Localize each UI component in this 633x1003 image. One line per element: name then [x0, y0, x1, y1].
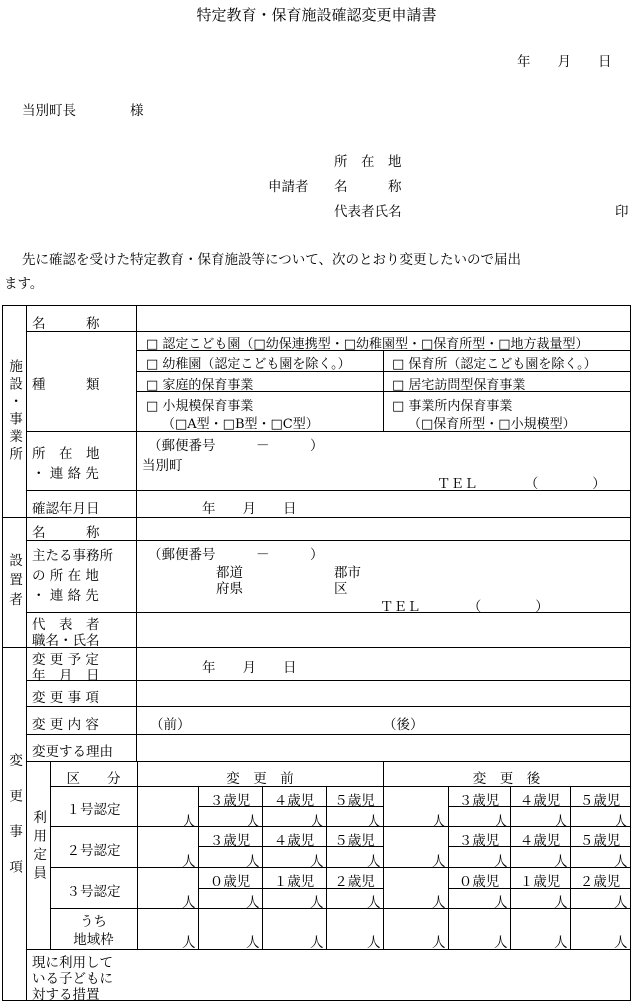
founder-fuken: 府県: [216, 581, 243, 597]
change-group-text: 変更事項: [6, 752, 23, 895]
unit-label: 人: [367, 814, 381, 830]
planned-date-label-2: 年 月 日: [32, 668, 100, 684]
cap-1go-after-total-unit: 人: [432, 814, 446, 830]
age-header: ５歳児: [334, 833, 375, 849]
unit-label: 人: [246, 935, 260, 951]
unit-label: 人: [494, 895, 508, 911]
age-header: ４歳児: [273, 793, 315, 809]
founder-ku: 区: [334, 581, 348, 597]
age-header: ３歳児: [458, 793, 500, 809]
addressee: 当別町長 様: [22, 103, 144, 119]
applicant-name-label: 名 称: [334, 179, 402, 195]
row-chiiki-label-2: 地域枠: [73, 932, 114, 948]
capacity-group-text: 利用定員: [30, 810, 47, 884]
cap-1go-before-total-unit: 人: [182, 814, 196, 830]
option-shokibo-subtypes[interactable]: （□A型・□B型・□C型）: [162, 417, 319, 432]
applicant-address-label: 所 在 地: [334, 154, 402, 170]
change-content-label: 変 更 内 容: [32, 717, 99, 733]
intro-text-line1: 先に確認を受けた特定教育・保育施設等について、次のとおり変更したいので届出: [22, 252, 521, 268]
row-1go-label: １号認定: [66, 802, 121, 818]
founder-gunshi: 郡市: [334, 565, 361, 581]
founder-name-label: 名 称: [32, 525, 100, 541]
cap-2go-before-total-unit: 人: [182, 854, 196, 870]
founder-postal[interactable]: （郵便番号 － ）: [148, 547, 324, 563]
row-chiiki-label-1: うち: [80, 914, 107, 930]
facility-group-text: 施設・事業所: [6, 358, 23, 464]
change-group-label: [2, 647, 26, 1000]
measures-label-2: いる子どもに: [32, 971, 113, 987]
age-header: ４歳児: [519, 793, 561, 809]
date-line: 年 月 日: [517, 54, 612, 70]
option-katei[interactable]: □ 家庭的保育事業: [146, 378, 254, 393]
applicant-rep-label: 代表者氏名: [334, 204, 402, 220]
facility-name-label: 名 称: [32, 316, 100, 332]
unit-label: 人: [310, 935, 324, 951]
after-header: 変 更 後: [472, 771, 541, 787]
option-youchien[interactable]: □ 幼稚園（認定こども園を除く。）: [146, 357, 351, 372]
age-header: ３歳児: [209, 833, 251, 849]
age-header: ０歳児: [458, 874, 500, 890]
cap-2go-after-total-unit: 人: [432, 854, 446, 870]
unit-label: 人: [246, 895, 260, 911]
unit-label: 人: [494, 935, 508, 951]
founder-rep-label-1: 代 表 者: [32, 617, 100, 633]
unit-label: 人: [367, 935, 381, 951]
facility-tel[interactable]: ＴＥＬ （ ）: [437, 476, 606, 492]
founder-address-label-2: の 所 在 地: [32, 568, 99, 584]
age-header: ２歳児: [579, 874, 621, 890]
cap-3go-after-total-unit: 人: [432, 895, 446, 911]
founder-tel[interactable]: ＴＥＬ （ ）: [380, 599, 549, 615]
unit-label: 人: [367, 854, 381, 870]
capacity-group-label: [26, 786, 50, 908]
planned-date-label-1: 変 更 予 定: [32, 652, 99, 668]
measures-label-1: 現に利用して: [32, 955, 113, 971]
change-before-label: （前）: [150, 717, 191, 733]
facility-address-label-2: ・ 連 絡 先: [32, 466, 99, 482]
row-3go-label: ３号認定: [66, 884, 121, 900]
founder-group-text: 設置者: [6, 552, 23, 612]
unit-label: 人: [310, 895, 324, 911]
option-hoikusho[interactable]: □ 保育所（認定こども園を除く。）: [392, 357, 597, 372]
age-header: ４歳児: [273, 833, 315, 849]
age-header: ５歳児: [579, 833, 621, 849]
facility-address-label-1: 所 在 地: [32, 446, 100, 462]
change-after-label: （後）: [383, 717, 424, 733]
row-2go-label: ２号認定: [66, 843, 121, 859]
unit-label: 人: [432, 935, 446, 951]
unit-label: 人: [614, 935, 628, 951]
unit-label: 人: [554, 935, 568, 951]
option-jigyosho-subtypes[interactable]: （□保育所型・□小規模型）: [408, 417, 576, 432]
facility-group-label: [2, 305, 26, 517]
option-kyotaku[interactable]: □ 居宅訪問型保育事業: [392, 378, 526, 393]
unit-label: 人: [614, 895, 628, 911]
facility-postal[interactable]: （郵便番号 － ）: [148, 438, 324, 454]
founder-rep-label-2: 職名・氏名: [32, 633, 100, 649]
unit-label: 人: [246, 814, 260, 830]
age-header: ５歳児: [579, 793, 621, 809]
confirm-date-value[interactable]: 年 月 日: [202, 501, 297, 517]
age-header: １歳児: [519, 874, 561, 890]
seal-mark: 印: [615, 204, 629, 220]
unit-label: 人: [310, 814, 324, 830]
age-header: ２歳児: [334, 874, 375, 890]
age-header: １歳児: [273, 874, 315, 890]
age-header: ３歳児: [458, 833, 500, 849]
change-item-label: 変 更 事 項: [32, 690, 99, 706]
unit-label: 人: [614, 814, 628, 830]
unit-label: 人: [182, 935, 196, 951]
intro-text-line2: ます。: [4, 276, 44, 292]
option-shokibo[interactable]: □ 小規模保育事業: [146, 399, 254, 414]
unit-label: 人: [614, 854, 628, 870]
planned-date-value[interactable]: 年 月 日: [202, 660, 297, 676]
confirm-date-label: 確認年月日: [32, 501, 100, 517]
measures-label-3: 対する措置: [32, 987, 100, 1003]
unit-label: 人: [494, 854, 508, 870]
before-header: 変 更 前: [226, 771, 294, 787]
kubun-header: 区 分: [66, 771, 121, 787]
founder-group-label: [2, 517, 26, 647]
age-header: ４歳児: [519, 833, 561, 849]
founder-address-label-1: 主たる事務所: [32, 548, 113, 564]
applicant-group-label: 申請者: [268, 179, 309, 195]
change-reason-label: 変更する理由: [32, 744, 113, 760]
unit-label: 人: [554, 895, 568, 911]
unit-label: 人: [310, 854, 324, 870]
cap-3go-before-total-unit: 人: [182, 895, 196, 911]
age-header: ５歳児: [334, 793, 375, 809]
unit-label: 人: [494, 814, 508, 830]
age-header: ３歳児: [209, 793, 251, 809]
unit-label: 人: [367, 895, 381, 911]
facility-town: 当別町: [142, 458, 183, 474]
document-title: 特定教育・保育施設確認変更申請書: [196, 6, 437, 24]
option-nintei-kodomoen[interactable]: □ 認定こども園（□幼保連携型・□幼稚園型・□保育所型・□地方裁量型）: [146, 337, 589, 352]
option-jigyosho[interactable]: □ 事業所内保育事業: [392, 399, 513, 414]
unit-label: 人: [554, 854, 568, 870]
founder-address-label-3: ・ 連 絡 先: [32, 588, 99, 604]
age-header: ０歳児: [209, 874, 251, 890]
facility-type-label: 種 類: [32, 377, 100, 393]
unit-label: 人: [246, 854, 260, 870]
founder-todo: 都道: [216, 565, 243, 581]
unit-label: 人: [554, 814, 568, 830]
